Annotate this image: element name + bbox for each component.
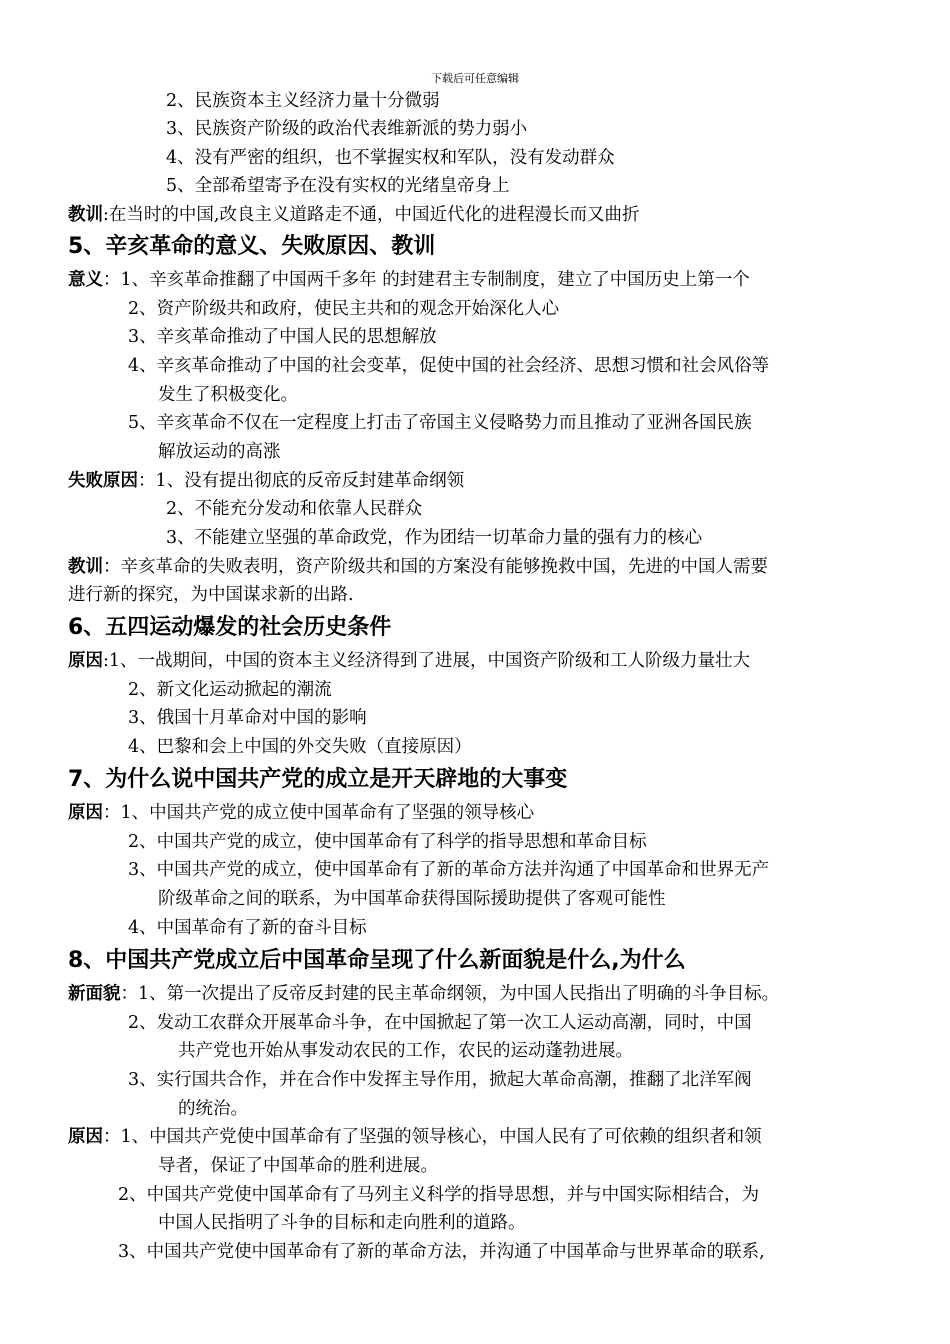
list-item: 5、辛亥革命不仅在一定程度上打击了帝国主义侵略势力而且推动了亚洲各国民族	[128, 413, 752, 433]
reason-text: :1、一战期间，中国的资本主义经济得到了进展，中国资产阶级和工人阶级力量壮大	[103, 651, 751, 671]
list-item: 4、巴黎和会上中国的外交失败（直接原因）	[128, 737, 472, 757]
list-item: 4、没有严密的组织，也不掌握实权和军队，没有发动群众	[166, 148, 615, 168]
list-item: 2、新文化运动掀起的潮流	[128, 680, 332, 700]
list-item: 5、全部希望寄予在没有实权的光绪皇帝身上	[166, 176, 510, 196]
reason-line	[68, 801, 534, 825]
meaning-text: ：1、辛亥革命推翻了中国两千多年 的封建君主专制制度，建立了中国历史上第一个	[103, 270, 750, 290]
list-item: 2、中国共产党的成立，使中国革命有了科学的指导思想和革命目标	[128, 832, 647, 852]
meaning-label: 意义	[68, 270, 103, 290]
list-item-continued: 阶级革命之间的联系，为中国革命获得国际援助提供了客观可能性	[158, 889, 666, 909]
failure-label: 失败原因	[68, 471, 138, 491]
list-item: 3、不能建立坚强的革命政党，作为团结一切革命力量的强有力的核心	[166, 528, 703, 548]
list-item: 2、资产阶级共和政府，使民主共和的观念开始深化人心	[128, 299, 560, 319]
list-item: 3、中国共产党使中国革命有了新的革命方法，并沟通了中国革命与世界革命的联系,	[118, 1242, 765, 1262]
reason-line	[68, 649, 750, 673]
new-aspect-line	[68, 982, 779, 1006]
list-item: 3、民族资产阶级的政治代表维新派的势力弱小	[166, 119, 528, 139]
section-title-6: 6、五四运动爆发的社会历史条件	[68, 615, 392, 640]
list-item: 2、中国共产党使中国革命有了马列主义科学的指导思想，并与中国实际相结合，为	[118, 1185, 760, 1205]
list-item-continued: 共产党也开始从事发动农民的工作，农民的运动蓬勃进展。	[178, 1041, 633, 1061]
page-header: 下载后可任意编辑	[431, 72, 519, 85]
lesson-line	[68, 203, 639, 227]
lesson-line	[68, 555, 768, 579]
list-item: 3、俄国十月革命对中国的影响	[128, 708, 367, 728]
failure-line	[68, 469, 464, 493]
new-aspect-text: ：1、第一次提出了反帝反封建的民主革命纲领，为中国人民指出了明确的斗争目标。	[120, 984, 780, 1004]
section-title-7: 7、为什么说中国共产党的成立是开天辟地的大事变	[68, 767, 568, 792]
list-item-continued: 中国人民指明了斗争的目标和走向胜利的道路。	[158, 1213, 526, 1233]
list-item-continued: 发生了积极变化。	[158, 385, 298, 405]
reason-label: 原因	[68, 651, 103, 671]
section-title-8: 8、中国共产党成立后中国革命呈现了什么新面貌是什么,为什么	[68, 948, 686, 973]
list-item: 2、不能充分发动和依靠人民群众	[166, 499, 423, 519]
list-item: 3、实行国共合作，并在合作中发挥主导作用，掀起大革命高潮，推翻了北洋军阀	[128, 1070, 752, 1090]
new-aspect-label: 新面貌	[68, 984, 121, 1004]
list-item: 3、中国共产党的成立，使中国革命有了新的革命方法并沟通了中国革命和世界无产	[128, 860, 770, 880]
lesson-text: :在当时的中国,改良主义道路走不通，中国近代化的进程漫长而又曲折	[103, 205, 640, 225]
list-item: 3、辛亥革命推动了中国人民的思想解放	[128, 327, 437, 347]
list-item: 4、中国革命有了新的奋斗目标	[128, 918, 367, 938]
lesson-label: 教训	[68, 205, 103, 225]
list-item-continued: 的统治。	[178, 1099, 248, 1119]
lesson-text: ：辛亥革命的失败表明，资产阶级共和国的方案没有能够挽救中国，先进的中国人需要	[103, 557, 768, 577]
reason-label: 原因	[68, 1127, 103, 1147]
list-item: 2、民族资本主义经济力量十分微弱	[166, 91, 440, 111]
reason-label: 原因	[68, 803, 103, 823]
list-item-continued: 解放运动的高涨	[158, 442, 281, 462]
reason-text: ：1、中国共产党的成立使中国革命有了坚强的领导核心	[103, 803, 535, 823]
lesson-label: 教训	[68, 557, 103, 577]
failure-text: ：1、没有提出彻底的反帝反封建革命纲领	[138, 471, 465, 491]
reason-text: ：1、中国共产党使中国革命有了坚强的领导核心，中国人民有了可依赖的组织者和领	[103, 1127, 762, 1147]
list-item: 2、发动工农群众开展革命斗争，在中国掀起了第一次工人运动高潮，同时，中国	[128, 1013, 752, 1033]
lesson-continued: 进行新的探究，为中国谋求新的出路.	[68, 585, 354, 605]
list-item-continued: 导者，保证了中国革命的胜利进展。	[158, 1156, 438, 1176]
list-item: 4、辛亥革命推动了中国的社会变革，促使中国的社会经济、思想习惯和社会风俗等	[128, 356, 770, 376]
section-title-5: 5、辛亥革命的意义、失败原因、教训	[68, 234, 436, 259]
reason-line	[68, 1125, 762, 1149]
meaning-line	[68, 268, 750, 292]
